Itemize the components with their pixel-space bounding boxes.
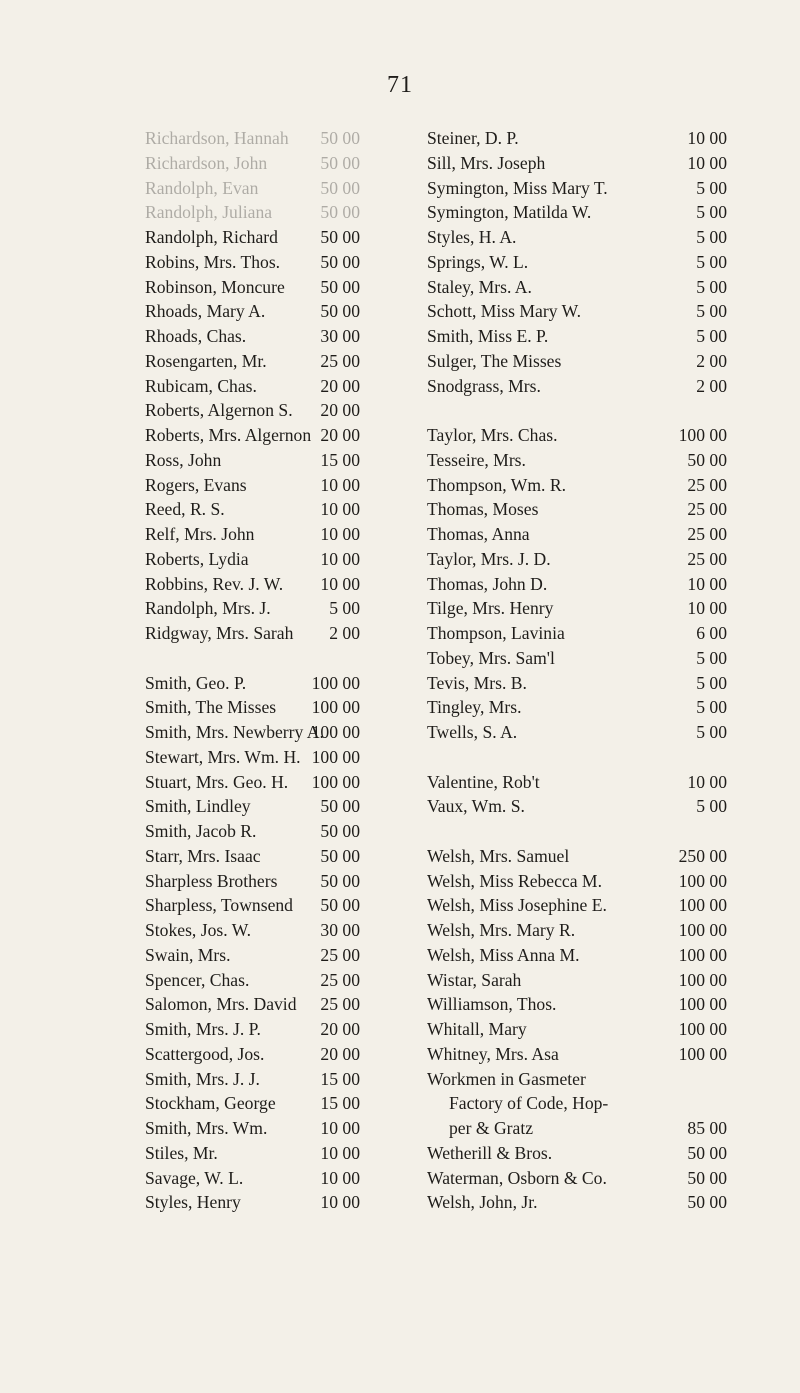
subscriber-row xyxy=(427,869,727,894)
subscriber-name: Stuart, Mrs. Geo. H. xyxy=(145,771,289,792)
subscriber-name: Springs, W. L. xyxy=(427,251,529,272)
subscriber-row xyxy=(427,1067,727,1092)
subscriber-name: Randolph, Mrs. J. xyxy=(145,598,271,619)
subscriber-name: Wistar, Sarah xyxy=(427,969,522,990)
subscriber-row xyxy=(427,572,727,597)
subscription-amount: 25 00 xyxy=(320,994,360,1015)
subscriber-row xyxy=(427,844,727,869)
subscriber-name: Tingley, Mrs. xyxy=(427,697,522,718)
subscription-amount: 25 00 xyxy=(320,350,360,371)
subscription-amount: 100 00 xyxy=(311,722,360,742)
subscription-amount: 2 00 xyxy=(696,375,727,396)
subscriber-name: Symington, Miss Mary T. xyxy=(427,177,608,198)
subscriber-name: Schott, Miss Mary W. xyxy=(427,301,581,322)
subscriber-row xyxy=(427,547,727,572)
subscriber-row xyxy=(427,646,727,671)
subscriber-name: Stiles, Mr. xyxy=(145,1142,218,1163)
subscriber-row xyxy=(427,918,727,943)
subscription-amount: 5 00 xyxy=(696,177,727,198)
subscriber-name: Scattergood, Jos. xyxy=(145,1043,265,1064)
subscriber-name: Vaux, Wm. S. xyxy=(427,796,525,817)
subscriber-row xyxy=(427,299,727,324)
subscriber-name: Styles, Henry xyxy=(145,1192,241,1213)
subscriber-name: Steiner, D. P. xyxy=(427,128,519,148)
subscriber-row xyxy=(427,745,727,770)
subscriber-row xyxy=(427,968,727,993)
subscriber-name: Sharpless Brothers xyxy=(145,870,278,891)
subscriber-row xyxy=(427,695,727,720)
subscription-amount: 30 00 xyxy=(320,920,360,940)
subscription-amount: 100 00 xyxy=(678,895,727,916)
subscriber-name: Tobey, Mrs. Sam'l xyxy=(427,647,555,668)
subscriber-name: Snodgrass, Mrs. xyxy=(427,375,541,396)
subscriber-name: Robins, Mrs. Thos. xyxy=(145,251,281,272)
subscriber-name: Rhoads, Mary A. xyxy=(145,301,266,322)
subscriber-name: Rhoads, Chas. xyxy=(145,326,247,346)
subscriber-name: Smith, Geo. P. xyxy=(145,672,247,693)
subscriber-row xyxy=(427,497,727,522)
subscriber-row xyxy=(427,621,727,646)
subscription-amount: 85 00 xyxy=(687,1118,727,1138)
subscriber-row xyxy=(427,720,727,745)
subscription-amount: 100 00 xyxy=(311,746,360,767)
subscriber-name: Valentine, Rob't xyxy=(427,771,540,792)
subscription-amount: 5 00 xyxy=(696,251,727,272)
subscriber-row xyxy=(427,250,727,275)
subscriber-row xyxy=(427,374,727,399)
subscription-amount: 25 00 xyxy=(687,474,727,495)
subscriber-row xyxy=(427,992,727,1017)
subscription-amount: 10 00 xyxy=(320,548,360,569)
subscription-amount: 15 00 xyxy=(320,1093,360,1114)
subscriber-name: Smith, Mrs. J. P. xyxy=(145,1019,261,1039)
subscription-amount: 10 00 xyxy=(320,1167,360,1188)
subscriber-row xyxy=(427,596,727,621)
subscriber-name: Smith, The Misses xyxy=(145,697,277,718)
subscriber-row xyxy=(427,671,727,696)
subscriber-name: Thompson, Lavinia xyxy=(427,623,565,643)
subscription-amount: 100 00 xyxy=(311,771,360,792)
subscription-amount: 50 00 xyxy=(320,845,360,866)
subscriber-name: Roberts, Lydia xyxy=(145,548,249,569)
page-number: 71 xyxy=(387,72,413,98)
subscriber-name: Savage, W. L. xyxy=(145,1167,244,1188)
subscription-amount: 10 00 xyxy=(687,573,727,594)
subscription-amount: 20 00 xyxy=(320,1043,360,1064)
subscription-amount: 2 00 xyxy=(696,350,727,371)
subscriber-row xyxy=(427,819,727,844)
subscriber-row xyxy=(427,423,727,448)
subscriber-name: Taylor, Mrs. J. D. xyxy=(427,548,551,569)
subscriber-name: Ridgway, Mrs. Sarah xyxy=(145,623,294,643)
subscription-amount: 10 00 xyxy=(320,573,360,594)
subscriber-name: Williamson, Thos. xyxy=(427,994,557,1015)
subscriber-name: Smith, Miss E. P. xyxy=(427,326,549,346)
subscriber-row xyxy=(427,1190,727,1215)
subscriber-name: Smith, Mrs. Newberry A. xyxy=(145,722,324,742)
subscription-amount: 25 00 xyxy=(320,969,360,990)
subscriber-name: Stewart, Mrs. Wm. H. xyxy=(145,746,301,767)
subscriber-name: Welsh, John, Jr. xyxy=(427,1192,538,1213)
subscriber-row xyxy=(427,1141,727,1166)
subscriber-row xyxy=(427,225,727,250)
subscription-amount: 100 00 xyxy=(678,920,727,940)
subscription-amount: 50 00 xyxy=(320,152,360,173)
subscription-amount: 10 00 xyxy=(320,1192,360,1213)
subscriber-name: Welsh, Mrs. Mary R. xyxy=(427,920,576,940)
subscriber-name: Randolph, Evan xyxy=(145,177,259,198)
subscription-amount: 50 00 xyxy=(320,251,360,272)
subscriber-name: Stokes, Jos. W. xyxy=(145,920,252,940)
subscriber-row xyxy=(427,522,727,547)
subscription-amount: 5 00 xyxy=(696,227,727,247)
subscription-amount: 50 00 xyxy=(320,821,360,841)
subscription-amount: 50 00 xyxy=(320,128,360,148)
subscriber-name: Welsh, Miss Anna M. xyxy=(427,944,580,965)
subscription-amount: 10 00 xyxy=(687,771,727,792)
subscription-amount: 10 00 xyxy=(320,474,360,495)
subscriber-row xyxy=(427,1091,727,1116)
subscriber-row xyxy=(427,398,727,423)
subscriber-name: Welsh, Mrs. Samuel xyxy=(427,845,570,866)
subscription-amount: 25 00 xyxy=(687,524,727,544)
subscription-amount: 5 00 xyxy=(696,722,727,742)
subscription-amount: 20 00 xyxy=(320,400,360,421)
subscription-amount: 5 00 xyxy=(696,276,727,297)
subscription-amount: 25 00 xyxy=(687,499,727,520)
subscriber-row xyxy=(427,770,727,795)
subscription-amount: 50 00 xyxy=(320,227,360,247)
subscription-amount: 50 00 xyxy=(320,301,360,322)
subscription-amount: 2 00 xyxy=(329,623,360,643)
subscriber-name: Ross, John xyxy=(145,449,222,470)
subscriber-name: Welsh, Miss Rebecca M. xyxy=(427,870,602,891)
subscription-amount: 5 00 xyxy=(696,647,727,668)
subscription-amount: 50 00 xyxy=(687,449,727,470)
subscription-amount: 100 00 xyxy=(311,672,360,693)
subscriber-name: Thomas, John D. xyxy=(427,573,548,594)
subscriber-name: Tevis, Mrs. B. xyxy=(427,672,527,693)
subscriber-name: Whitney, Mrs. Asa xyxy=(427,1043,559,1064)
subscriber-name: Twells, S. A. xyxy=(427,722,518,742)
subscription-amount: 100 00 xyxy=(678,994,727,1015)
subscriber-row xyxy=(427,324,727,349)
subscriber-row xyxy=(427,473,727,498)
subscription-amount: 100 00 xyxy=(678,944,727,965)
subscription-amount: 50 00 xyxy=(320,276,360,297)
subscriber-name: Thomas, Anna xyxy=(427,524,530,544)
subscriber-name: Richardson, Hannah xyxy=(145,128,289,148)
subscriber-row xyxy=(427,1116,727,1141)
subscription-amount: 10 00 xyxy=(320,499,360,520)
subscriber-name: Sulger, The Misses xyxy=(427,350,562,371)
subscriber-row xyxy=(427,349,727,374)
subscriber-row xyxy=(427,1042,727,1067)
subscriber-name: Wetherill & Bros. xyxy=(427,1142,553,1163)
subscriber-name: Rogers, Evans xyxy=(145,474,247,495)
subscription-amount: 50 00 xyxy=(320,796,360,817)
subscription-amount: 250 00 xyxy=(678,845,727,866)
subscription-amount: 100 00 xyxy=(678,1019,727,1039)
subscriber-name: Randolph, Juliana xyxy=(145,202,273,223)
subscriber-row xyxy=(427,448,727,473)
subscriber-name: Swain, Mrs. xyxy=(145,944,231,965)
subscriber-name: Rosengarten, Mr. xyxy=(145,350,267,371)
subscription-amount: 50 00 xyxy=(687,1192,727,1213)
subscriber-name: Tesseire, Mrs. xyxy=(427,449,526,470)
subscriber-name: Salomon, Mrs. David xyxy=(145,994,297,1015)
subscription-amount: 50 00 xyxy=(320,177,360,198)
subscriber-name: Sharpless, Townsend xyxy=(145,895,293,916)
subscription-amount: 5 00 xyxy=(696,202,727,223)
subscription-amount: 50 00 xyxy=(320,895,360,916)
subscription-amount: 100 00 xyxy=(678,870,727,891)
subscriber-name: Relf, Mrs. John xyxy=(145,524,255,544)
subscriber-name: per & Gratz xyxy=(449,1118,534,1138)
subscription-amount: 25 00 xyxy=(687,548,727,569)
subscription-amount: 5 00 xyxy=(696,796,727,817)
subscription-amount: 100 00 xyxy=(678,969,727,990)
subscriber-name: Spencer, Chas. xyxy=(145,969,250,990)
subscription-amount: 15 00 xyxy=(320,449,360,470)
subscription-amount: 10 00 xyxy=(320,1118,360,1138)
subscription-amount: 6 00 xyxy=(696,623,727,643)
subscriber-name: Roberts, Mrs. Algernon xyxy=(145,425,312,445)
subscriber-name: Robbins, Rev. J. W. xyxy=(145,573,284,594)
subscription-amount: 100 00 xyxy=(678,1043,727,1064)
subscriber-row xyxy=(427,794,727,819)
subscriber-row xyxy=(427,1017,727,1042)
subscription-amount: 100 00 xyxy=(311,697,360,718)
subscriber-name: Smith, Lindley xyxy=(145,796,251,817)
subscription-amount: 25 00 xyxy=(320,944,360,965)
subscriber-name: Randolph, Richard xyxy=(145,227,278,247)
subscriber-name: Whitall, Mary xyxy=(427,1019,527,1039)
subscriber-name: Rubicam, Chas. xyxy=(145,375,257,396)
subscriber-name: Styles, H. A. xyxy=(427,227,517,247)
subscription-amount: 50 00 xyxy=(687,1142,727,1163)
subscription-amount: 5 00 xyxy=(329,598,360,619)
subscription-amount: 20 00 xyxy=(320,1019,360,1039)
subscriber-name: Roberts, Algernon S. xyxy=(145,400,293,421)
subscription-amount: 30 00 xyxy=(320,326,360,346)
subscriber-name: Taylor, Mrs. Chas. xyxy=(427,425,558,445)
subscription-amount: 10 00 xyxy=(687,152,727,173)
subscription-amount: 10 00 xyxy=(687,598,727,619)
subscriber-name: Smith, Mrs. J. J. xyxy=(145,1068,260,1089)
subscriber-name: Starr, Mrs. Isaac xyxy=(145,845,261,866)
subscriber-name: Waterman, Osborn & Co. xyxy=(427,1167,607,1188)
subscriber-name: Staley, Mrs. A. xyxy=(427,276,532,297)
right-column xyxy=(427,126,727,1215)
subscription-amount: 5 00 xyxy=(696,326,727,346)
subscriber-name: Thompson, Wm. R. xyxy=(427,474,566,495)
subscriber-name: Smith, Jacob R. xyxy=(145,821,257,841)
subscriber-name: Workmen in Gasmeter xyxy=(427,1068,586,1089)
subscription-amount: 20 00 xyxy=(320,425,360,445)
subscriber-row xyxy=(427,893,727,918)
subscription-amount: 10 00 xyxy=(320,1142,360,1163)
subscription-amount: 100 00 xyxy=(678,425,727,445)
subscriber-row xyxy=(427,126,727,151)
subscriber-name: Symington, Matilda W. xyxy=(427,202,592,223)
subscriber-name: Tilge, Mrs. Henry xyxy=(427,598,554,619)
subscription-amount: 10 00 xyxy=(687,128,727,148)
subscriber-row xyxy=(427,200,727,225)
subscription-amount: 5 00 xyxy=(696,672,727,693)
subscriber-name: Stockham, George xyxy=(145,1093,276,1114)
subscriber-name: Factory of Code, Hop- xyxy=(449,1093,609,1114)
subscription-amount: 5 00 xyxy=(696,697,727,718)
subscriber-name: Robinson, Moncure xyxy=(145,276,285,297)
subscription-amount: 50 00 xyxy=(687,1167,727,1188)
subscriber-name: Smith, Mrs. Wm. xyxy=(145,1118,268,1138)
subscriber-name: Welsh, Miss Josephine E. xyxy=(427,895,607,916)
subscriber-row xyxy=(427,151,727,176)
subscriber-name: Richardson, John xyxy=(145,152,268,173)
subscriber-row xyxy=(427,176,727,201)
subscriber-row xyxy=(427,1166,727,1191)
subscriber-row xyxy=(427,275,727,300)
subscription-amount: 5 00 xyxy=(696,301,727,322)
subscription-amount: 10 00 xyxy=(320,524,360,544)
subscription-amount: 15 00 xyxy=(320,1068,360,1089)
subscription-amount: 50 00 xyxy=(320,870,360,891)
subscription-amount: 50 00 xyxy=(320,202,360,223)
subscriber-name: Sill, Mrs. Joseph xyxy=(427,152,546,173)
subscriber-name: Thomas, Moses xyxy=(427,499,539,520)
subscription-amount: 20 00 xyxy=(320,375,360,396)
subscriber-row xyxy=(427,943,727,968)
subscriber-name: Reed, R. S. xyxy=(145,499,225,520)
